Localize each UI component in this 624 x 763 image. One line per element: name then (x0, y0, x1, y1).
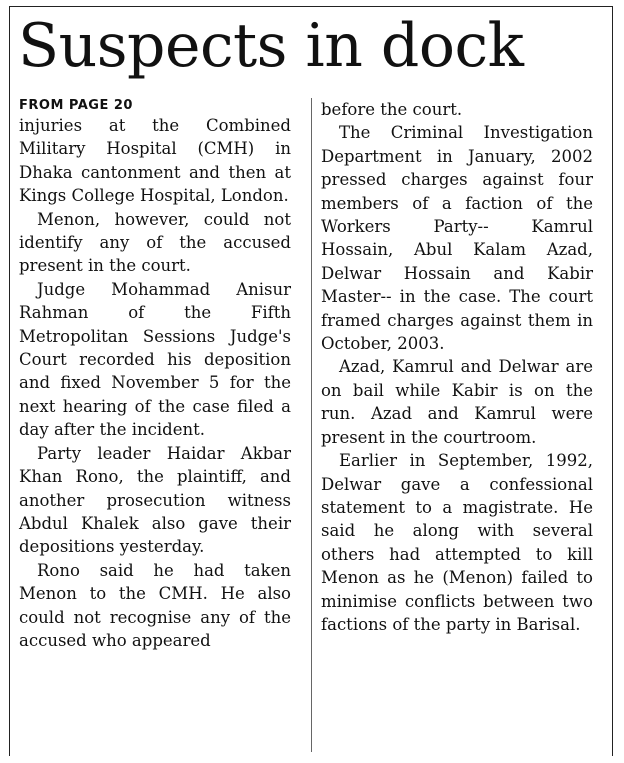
column-divider (311, 98, 312, 752)
paragraph: Party leader Haidar Akbar Khan Rono, the plaintiff, and another prosecution witness Abdul Khalek also gave their depositions yesterday. (19, 443, 291, 557)
paragraph: Rono said he had taken Menon to the CMH. He also could not recognise any of the accused who appeared (19, 560, 291, 650)
continuation-kicker: FROM PAGE 20 (19, 98, 133, 113)
right-column (321, 98, 593, 636)
headline: Suspects in dock (18, 11, 524, 81)
left-column (19, 98, 291, 652)
paragraph: Menon, however, could not identify any of the accused present in the court. (19, 209, 291, 276)
paragraph: Azad, Kamrul and Delwar are on bail while Kabir is on the run. Azad and Kamrul were present in the courtroom. (321, 357, 593, 447)
paragraph: Earlier in September, 1992, Delwar gave a confessional statement to a magistrate. He said he along with several others had attempted to kill Menon as he (Menon) failed to minimise conflicts between two factions of the party in Barisal. (321, 451, 593, 634)
paragraph: injuries at the Combined Military Hospital (CMH) in Dhaka cantonment and then at Kings College Hospital, London. (19, 116, 291, 206)
paragraph: Judge Mohammad Anisur Rahman of the Fifth Metropolitan Sessions Judge's Court recorded his deposition and fixed November 5 for the next hearing of the case filed a day after the incident. (19, 279, 291, 440)
paragraph: The Criminal Investigation Department in January, 2002 pressed charges against four members of a faction of the Workers Party-- Kamrul Hossain, Abul Kalam Azad, Delwar Hossain and Kabir Master-- in the case. The court framed charges against them in October, 2003. (321, 123, 593, 354)
paragraph: before the court. (321, 100, 463, 119)
